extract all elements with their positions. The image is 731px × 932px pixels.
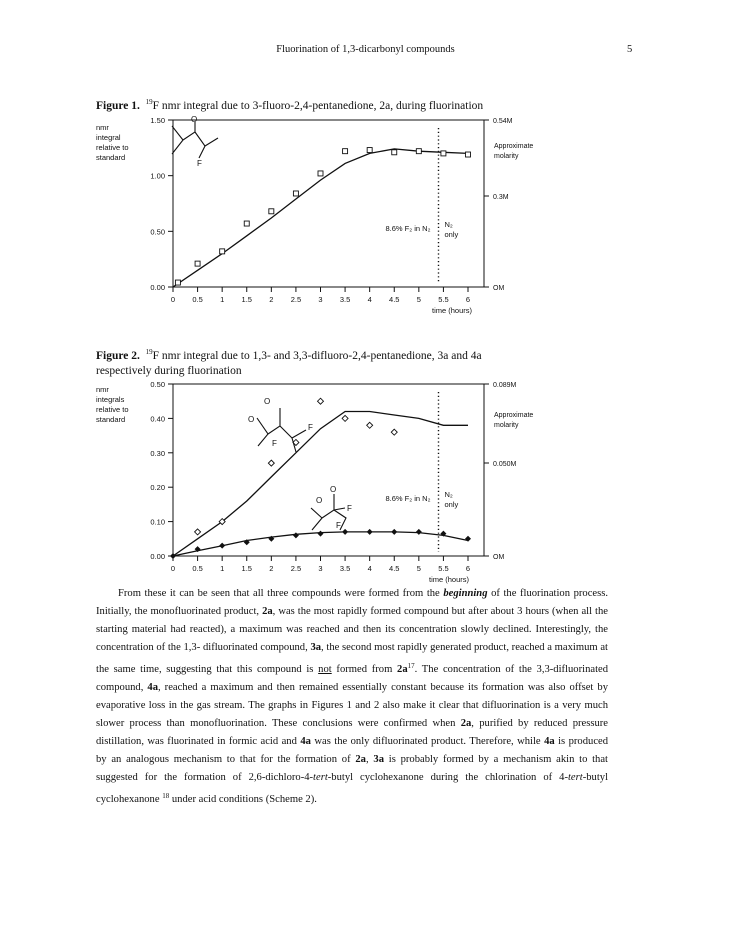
- data-point-filled-diamond: [318, 531, 324, 537]
- body-text-3: , was the most rapidly formed compound but after about 3 hours (when all the starting material had reacted), a maximum was reached and then its concentration slowly declined. Interestingly, the concentration of the 1,3- difluorinated compound,: [96, 606, 608, 653]
- x-tick-label: 1: [220, 564, 225, 573]
- compound-ref: 2a: [397, 664, 408, 675]
- body-italic: tert: [313, 772, 328, 783]
- x-tick-label: 1.5: [241, 564, 252, 573]
- body-text-12: ,: [365, 754, 369, 765]
- x-tick-label: 3.5: [339, 564, 351, 573]
- compound-ref: 3a: [373, 754, 384, 765]
- body-text-8: The graphs in Figures 1 and 2 also make it clear that difluorination is a very much slower process than monofluorination. These conclusions were confirmed when: [96, 700, 608, 729]
- right-tick-label: 0.54M: [493, 118, 513, 125]
- y-tick-label: 0.30: [150, 448, 165, 458]
- data-point-open-diamond: [367, 422, 373, 428]
- y-tick-label: 1.00: [150, 171, 165, 181]
- figure1-sup: 19: [145, 98, 153, 106]
- x-tick-label: 0.5: [192, 295, 203, 304]
- y-axis-title: integral: [96, 133, 121, 142]
- y-tick-label: 0.00: [150, 283, 165, 292]
- right-tick-label: OM: [493, 554, 505, 561]
- data-point-filled-diamond: [465, 536, 471, 542]
- y-tick-label: 0.40: [150, 414, 165, 424]
- body-paragraph: [96, 585, 608, 809]
- y-axis-title: relative to: [96, 143, 129, 152]
- nitrogen-annotation: only: [444, 500, 459, 509]
- x-tick-label: 2: [269, 295, 274, 304]
- reference-18: 18: [162, 792, 170, 800]
- body-text-10: was the only difluorinated product. Therefore, while: [314, 736, 541, 747]
- figure2-sup-elem: F: [152, 350, 160, 362]
- x-tick-label: 0: [170, 295, 176, 304]
- body-text-1: From these it can be seen that all three compounds were formed from the: [118, 588, 440, 599]
- y-tick-label: 0.50: [150, 227, 165, 237]
- data-point-open-diamond: [268, 460, 274, 466]
- nitrogen-annotation: N₂: [444, 490, 453, 499]
- fluorine-atom: F: [197, 159, 202, 168]
- reference-17: 17: [407, 662, 415, 670]
- x-tick-label: 0: [170, 564, 176, 573]
- x-tick-label: 4.5: [389, 564, 400, 573]
- data-point-open-diamond: [391, 429, 397, 435]
- compound-ref: 4a: [544, 736, 555, 747]
- figure2-sup: 19: [145, 348, 153, 356]
- y-axis-title: standard: [96, 415, 126, 424]
- x-tick-label: 3: [318, 295, 323, 304]
- body-text-9: , purified by reduced pressure distillation, was fluorinated in formic acid and: [96, 718, 608, 747]
- y-axis-title: relative to: [96, 405, 129, 414]
- right-tick-label: 0.3M: [493, 194, 509, 201]
- body-text-15: -butyl cyclohexanone: [96, 772, 609, 805]
- data-point-filled-diamond: [293, 532, 299, 538]
- nitrogen-annotation: only: [444, 230, 459, 239]
- compound-ref: 2a: [355, 754, 366, 765]
- fluorine-atom: F: [308, 423, 313, 432]
- x-tick-label: 0.5: [192, 564, 203, 573]
- x-tick-label: 2: [269, 564, 274, 573]
- x-tick-label: 6: [465, 564, 471, 573]
- right-axis-title: Approximate: [494, 143, 534, 150]
- body-text-7: , reached a maximum and then remained essentially constant because its formation was also offset by evaporative loss in the gas stream.: [96, 682, 608, 711]
- page-number: 5: [627, 44, 633, 55]
- x-tick-label: 4.5: [389, 295, 400, 304]
- figure2-label: Figure 2.: [96, 350, 140, 362]
- x-tick-label: 2.5: [290, 564, 302, 573]
- nitrogen-annotation: N₂: [444, 220, 453, 229]
- data-point-open-diamond: [195, 529, 201, 535]
- figure2-caption-line2: respectively during fluorination: [96, 365, 242, 377]
- compound-ref: 2a: [262, 606, 273, 617]
- fluorine-atom: F: [347, 504, 352, 513]
- y-axis-title: nmr: [96, 385, 109, 394]
- right-tick-label: 0.089M: [493, 382, 517, 389]
- body-text-13: is probably formed by a mechanism akin to that suggested for the formation of 2,6-dichloro-4-: [96, 754, 609, 783]
- body-text-5: formed from: [336, 664, 393, 675]
- y-tick-label: 0.00: [150, 552, 165, 561]
- body-text-4: , the second most rapidly generated product, reached a maximum at the same time, suggesting that this compound is: [96, 642, 608, 675]
- oxygen-atom: O: [330, 485, 337, 494]
- x-tick-label: 1.5: [241, 295, 252, 304]
- figure1-caption-text: nmr integral due to 3-fluoro-2,4-pentanedione, 2a, during fluorination: [161, 100, 484, 112]
- compound-ref: 3a: [310, 642, 322, 653]
- y-tick-label: 0.10: [150, 517, 165, 527]
- data-point-open-diamond: [342, 415, 348, 421]
- fluorine-atom: F: [272, 439, 277, 448]
- y-axis-title: nmr: [96, 123, 109, 132]
- x-tick-label: 3.5: [339, 295, 351, 304]
- x-tick-label: 2.5: [290, 295, 302, 304]
- compound-ref: 4a: [147, 682, 158, 693]
- gas-annotation: 8.6% F₂ in N₂: [385, 224, 431, 233]
- y-axis-title: standard: [96, 153, 126, 162]
- compound-ref: 2a: [460, 718, 472, 729]
- x-tick-label: 5.5: [438, 564, 449, 573]
- data-point-filled-diamond: [219, 543, 225, 549]
- body-text-2: of the fluorination process. Initially, the monofluorinated product,: [96, 588, 608, 617]
- body-text-11: is produced by an analogous mechanism to that for the formation of: [96, 736, 609, 765]
- data-point-filled-diamond: [391, 529, 397, 535]
- body-text-6: . The concentration of the 3,3-difluorinated compound,: [96, 664, 609, 693]
- body-emphasis: beginning: [443, 588, 488, 599]
- fluorine-atom: F: [336, 521, 341, 530]
- data-point-open-diamond: [318, 398, 324, 404]
- oxygen-atom: O: [248, 415, 255, 424]
- figure1-sup-elem: F: [152, 100, 160, 112]
- data-point-filled-diamond: [416, 529, 422, 535]
- gas-annotation: 8.6% F₂ in N₂: [385, 494, 431, 503]
- right-axis-title: molarity: [494, 153, 519, 160]
- oxygen-atom: O: [316, 496, 323, 505]
- molecule-3a: [257, 408, 306, 452]
- body-italic: tert: [567, 772, 583, 783]
- data-point-filled-diamond: [367, 529, 373, 535]
- right-tick-label: OM: [493, 285, 505, 292]
- body-text-14: -butyl cyclohexanone during the chlorination of 4-: [327, 772, 568, 783]
- oxygen-atom: O: [191, 115, 198, 124]
- compound-ref: 4a: [300, 736, 311, 747]
- right-axis-title: molarity: [494, 422, 519, 429]
- body-text-16: under acid conditions (Scheme 2).: [171, 794, 317, 805]
- x-tick-label: 5: [416, 564, 421, 573]
- x-tick-label: 1: [220, 295, 225, 304]
- figure1-label: Figure 1.: [96, 100, 140, 112]
- body-underline: not: [318, 664, 332, 675]
- y-tick-label: 0.20: [150, 483, 165, 493]
- x-tick-label: 6: [465, 295, 471, 304]
- y-tick-label: 0.50: [150, 380, 165, 389]
- x-tick-label: 5: [416, 295, 421, 304]
- x-tick-label: 4: [367, 295, 372, 304]
- y-axis-title: integrals: [96, 395, 125, 404]
- figure2-caption-line1: nmr integral due to 1,3- and 3,3-difluoro-2,4-pentanedione, 3a and 4a: [161, 350, 482, 362]
- y-tick-label: 1.50: [150, 116, 165, 125]
- right-axis-title: Approximate: [494, 412, 534, 419]
- right-tick-label: 0.050M: [493, 461, 517, 468]
- running-header: Fluorination of 1,3-dicarbonyl compounds: [276, 44, 455, 55]
- x-axis-title: time (hours): [428, 575, 470, 584]
- oxygen-atom: O: [264, 397, 271, 406]
- x-tick-label: 3: [318, 564, 323, 573]
- x-axis-title: time (hours): [431, 306, 473, 315]
- x-tick-label: 4: [367, 564, 372, 573]
- x-tick-label: 5.5: [438, 295, 449, 304]
- data-point-filled-diamond: [342, 529, 348, 535]
